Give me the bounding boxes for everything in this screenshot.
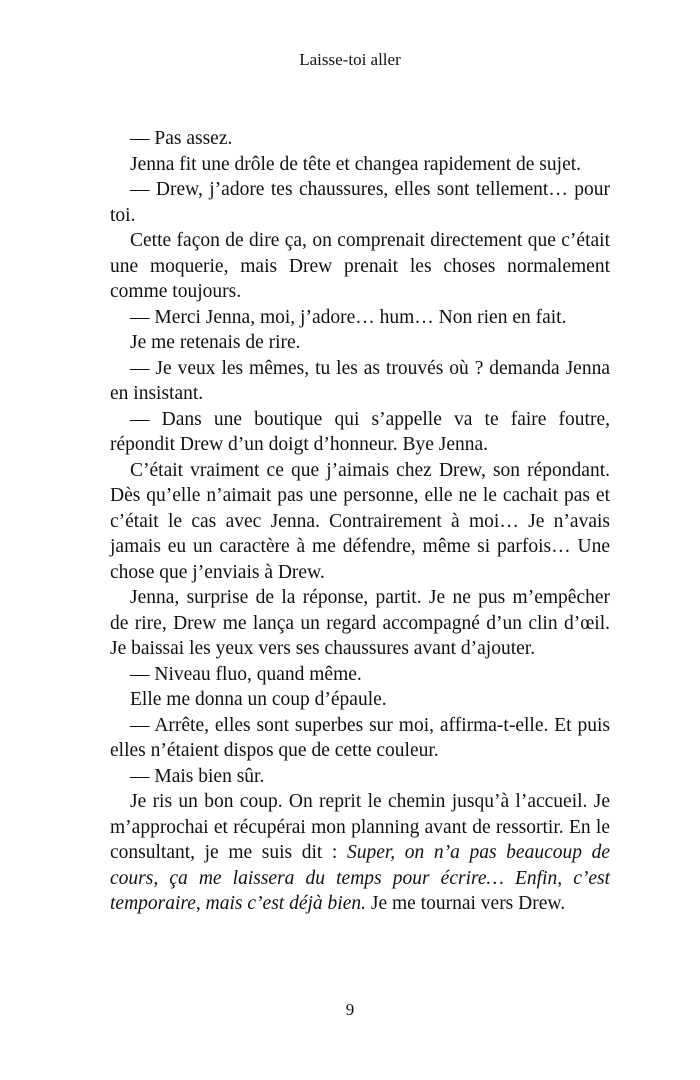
paragraph: Cette façon de dire ça, on comprenait directement que c’était une moquerie, mais Drew prenait les choses normalement comme toujours. [110,230,610,302]
paragraph: — Dans une boutique qui s’appelle va te faire foutre, répondit Drew d’un doigt d’honneur. Bye Jenna. [110,408,610,455]
paragraph: — Arrête, elles sont superbes sur moi, affirma-t-elle. Et puis elles n’étaient dispos que de cette couleur. [110,714,610,761]
page-number: 9 [345,1000,355,1019]
paragraph: — Drew, j’adore tes chaussures, elles sont tellement… pour toi. [110,179,610,226]
last-paragraph-text-after: Je me tournai vers Drew. [365,893,566,914]
page-body [110,126,610,917]
paragraph: — Merci Jenna, moi, j’adore… hum… Non rien en fait. [130,306,567,328]
paragraph: Je me retenais de rire. [130,332,301,353]
paragraph: Jenna, surprise de la réponse, partit. Je ne pus m’empêcher de rire, Drew me lança un regard accompagné d’un clin d’œil. Je baissai les yeux vers ses chaussures avant d’ajouter. [110,587,610,659]
paragraph: — Mais bien sûr. [130,765,265,787]
last-paragraph [110,789,610,917]
last-paragraph-text-before: Je ris un bon coup. On reprit le chemin jusqu’à l’accueil. Je m’approchai et récupérai mon planning avant de ressortir. En le consultant, je me suis dit : [110,791,610,863]
paragraph: C’était vraiment ce que j’aimais chez Drew, son répondant. Dès qu’elle n’aimait pas une personne, elle ne le cachait pas et c’était le cas avec Jenna. Contrairement à moi… Je n’avais jamais eu un caractère à me défendre, même si parfois… Une chose que j’enviais à Drew. [110,459,610,583]
paragraph: Jenna fit une drôle de tête et changea rapidement de sujet. [130,153,582,175]
paragraph: Elle me donna un coup d’épaule. [130,689,387,710]
page-header: Laisse-toi aller [299,50,401,69]
paragraph: — Niveau fluo, quand même. [130,663,362,685]
last-paragraph-italic: Super, on n’a pas beaucoup de cours, ça me laissera du temps pour écrire… Enfin, c’est temporaire, mais c’est déjà bien. [110,842,610,914]
paragraph: — Je veux les mêmes, tu les as trouvés où ? demanda Jenna en insistant. [110,357,610,404]
paragraph: — Pas assez. [130,128,233,149]
